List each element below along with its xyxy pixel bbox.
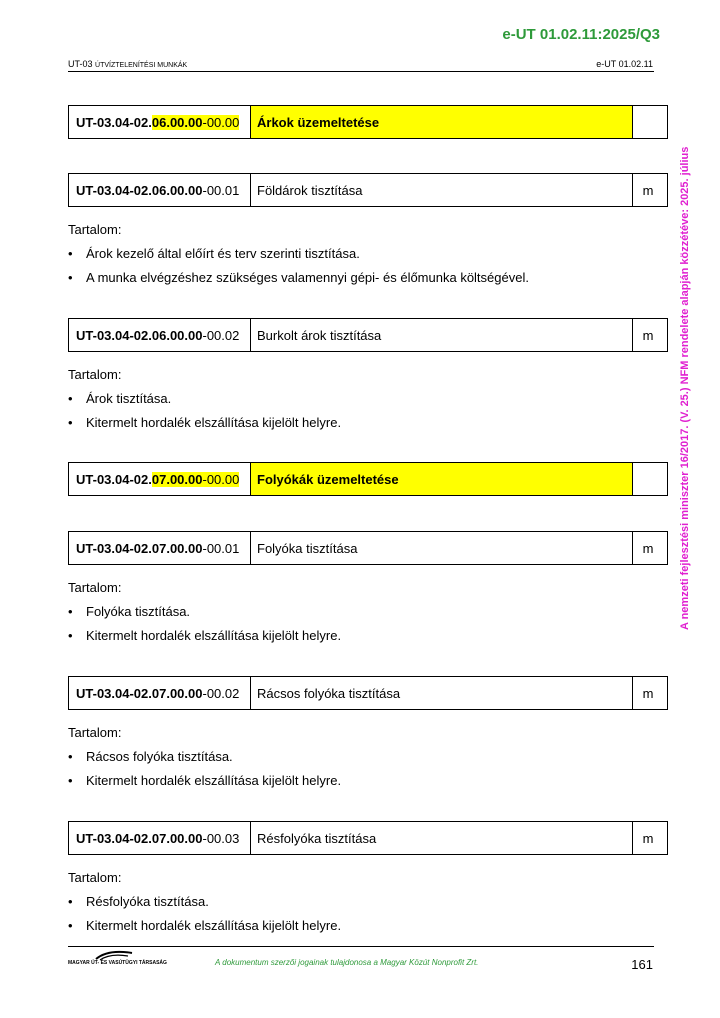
content-label: Tartalom: [68,580,122,595]
code-unit: m [642,327,654,343]
code-row [68,173,668,207]
code-cell: UT-03.04-02. 06.00.00 -00.02 [69,319,251,351]
code-cell: UT-03.04-02. 07.00.00 -00.02 [69,677,251,709]
header-divider [68,71,654,72]
list-item: • Árok tisztítása. [68,391,172,406]
code-title: Földárok tisztítása [251,174,633,206]
code-title: Folyókák üzemeltetése [251,463,633,495]
code-unit: m [642,685,654,701]
code-unit: m [642,830,654,846]
header-chapter [68,59,187,69]
code-cell: UT-03.04-02. 06.00.00 -00.00 [69,106,251,138]
code-row [68,318,668,352]
content-label: Tartalom: [68,870,122,885]
footer-logo [68,949,168,969]
code-cell: UT-03.04-02. 07.00.00 -00.01 [69,532,251,564]
code-title: Árkok üzemeltetése [251,106,633,138]
list-item: • Árok kezelő által előírt és terv szerinti tisztítása. [68,246,360,261]
code-title: Résfolyóka tisztítása [251,822,633,854]
code-unit: m [642,182,654,198]
code-cell: UT-03.04-02. 07.00.00 -00.03 [69,822,251,854]
chapter-title: ÚTVÍZTELENÍTÉSI MUNKÁK [95,62,188,69]
code-row-main-folyokak [68,462,668,496]
header-doc-ref: e-UT 01.02.11 [596,59,653,69]
code-row [68,821,668,855]
list-item: • Kitermelt hordalék elszállítása kijelölt helyre. [68,628,342,643]
list-item: • Kitermelt hordalék elszállítása kijelölt helyre. [68,918,342,933]
content-label: Tartalom: [68,725,122,740]
code-unit: m [642,540,654,556]
chapter-code: UT-03 [68,59,93,69]
content-label: Tartalom: [68,367,122,382]
list-item: • Rácsos folyóka tisztítása. [68,749,233,764]
list-item: • Kitermelt hordalék elszállítása kijelölt helyre. [68,773,342,788]
list-item: • Résfolyóka tisztítása. [68,894,209,909]
logo-text: MAGYAR ÚT- ÉS VASÚTÜGYI TÁRSASÁG [68,960,167,966]
list-item: • Folyóka tisztítása. [68,604,191,619]
content-label: Tartalom: [68,222,122,237]
page-number: 161 [631,957,653,972]
footer-divider [68,946,654,947]
copyright-notice: A dokumentum szerzői jogainak tulajdonosa a Magyar Közút Nonprofit Zrt. [215,958,479,967]
document-code: e-UT 01.02.11:2025/Q3 [502,26,660,43]
code-row [68,676,668,710]
code-unit [633,463,667,495]
code-unit [633,106,667,138]
publication-notice: A nemzeti fejlesztési miniszter 16/2017. (V. 25.) NFM rendelete alapján közzétéve: 2025. július [679,146,691,630]
code-title: Rácsos folyóka tisztítása [251,677,633,709]
code-row-main-arkok [68,105,668,139]
list-item: • A munka elvégzéshez szükséges valamennyi gépi- és élőmunka költségével. [68,270,529,285]
code-title: Folyóka tisztítása [251,532,633,564]
code-cell: UT-03.04-02. 07.00.00 -00.00 [69,463,251,495]
list-item: • Kitermelt hordalék elszállítása kijelölt helyre. [68,415,342,430]
code-title: Burkolt árok tisztítása [251,319,633,351]
code-row [68,531,668,565]
code-cell: UT-03.04-02. 06.00.00 -00.01 [69,174,251,206]
